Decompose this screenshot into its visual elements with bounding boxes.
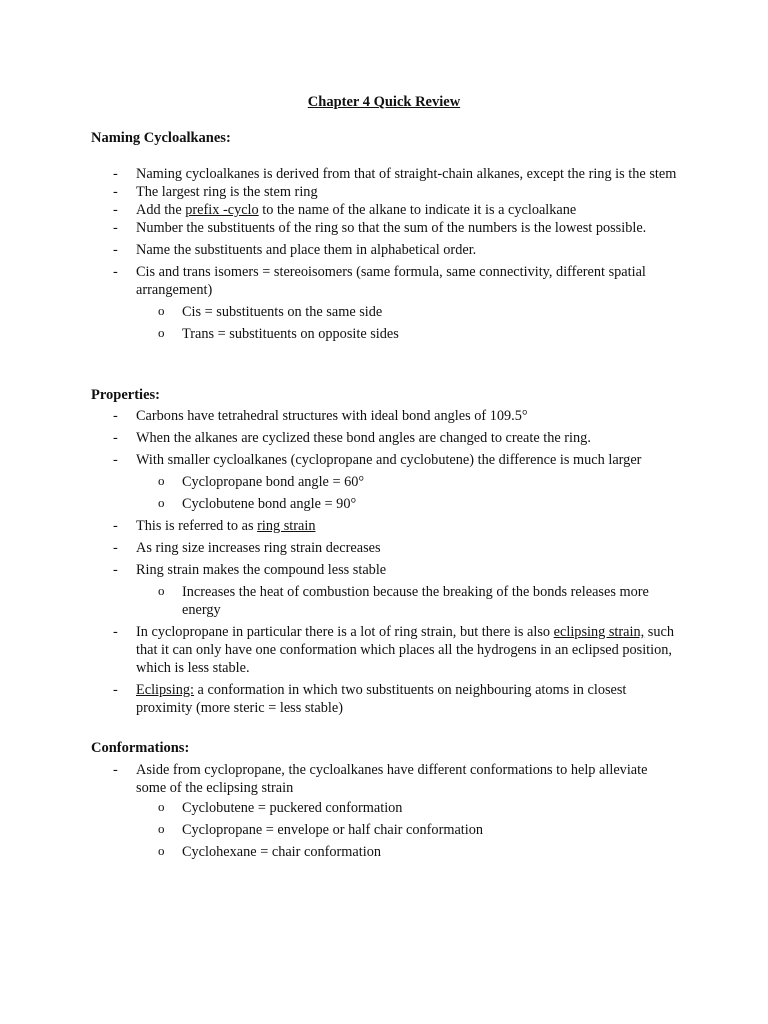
dash-marker: - [113, 682, 118, 698]
sub-list-item [0, 821, 682, 839]
naming-heading: Naming Cycloalkanes: [91, 130, 231, 146]
item-text: Ring strain makes the compound less stable [136, 562, 387, 578]
bullet-marker: o [158, 473, 165, 488]
sub-list-item [0, 799, 682, 817]
list-item [0, 539, 681, 557]
list-item [0, 165, 681, 183]
sub-item-text: Trans = substituents on opposite sides [182, 326, 399, 342]
item-text: The largest ring is the stem ring [136, 184, 318, 200]
dash-marker: - [113, 624, 118, 640]
eclipsing-term: Eclipsing: [136, 682, 194, 698]
item-text-pre: This is referred to as [136, 518, 258, 534]
dash-marker: - [113, 518, 118, 534]
list-item [0, 517, 681, 535]
dash-marker: - [113, 242, 118, 258]
bullet-marker: o [158, 325, 165, 340]
item-text: Cis and trans isomers = stereoisomers (same formula, same connectivity, different spatial arrangement) [136, 264, 646, 298]
item-text: Aside from cyclopropane, the cycloalkanes have different conformations to help alleviate some of the eclipsing strain [136, 762, 648, 796]
list-item [0, 623, 681, 677]
list-item [0, 263, 681, 299]
dash-marker: - [113, 762, 118, 778]
bullet-marker: o [158, 495, 165, 510]
bullet-marker: o [158, 583, 165, 598]
list-item [0, 761, 681, 797]
dash-marker: - [113, 408, 118, 424]
bullet-marker: o [158, 799, 165, 814]
conformations-list [0, 761, 682, 861]
sub-list-item [0, 303, 682, 321]
sub-item-text: Cyclopropane bond angle = 60° [182, 474, 365, 490]
item-text-post: such that it can only have one conformation which places all the hydrogens in an eclipsed position, which is less stable. [136, 624, 674, 676]
dash-marker: - [113, 562, 118, 578]
sub-item-text: Cyclopropane = envelope or half chair conformation [182, 822, 484, 838]
item-text: When the alkanes are cyclized these bond angles are changed to create the ring. [136, 430, 591, 446]
item-text: Carbons have tetrahedral structures with ideal bond angles of 109.5° [136, 408, 528, 424]
list-item [0, 219, 681, 237]
dash-marker: - [113, 166, 118, 182]
sub-item-text: Cis = substituents on the same side [182, 304, 383, 320]
dash-marker: - [113, 184, 118, 200]
list-item [0, 561, 681, 579]
list-item [0, 429, 681, 447]
sub-list-item [0, 473, 682, 491]
list-item [0, 407, 681, 425]
properties-list [0, 407, 682, 717]
sub-item-text: Increases the heat of combustion because the breaking of the bonds releases more energy [182, 584, 649, 618]
list-item [0, 183, 681, 201]
sub-item-text: Cyclobutene = puckered conformation [182, 800, 403, 816]
dash-marker: - [113, 540, 118, 556]
bullet-marker: o [158, 843, 165, 858]
naming-list [0, 165, 682, 343]
sub-list-item [0, 495, 682, 513]
bullet-marker: o [158, 821, 165, 836]
ring-strain-term: ring strain [257, 518, 316, 534]
item-text-pre: Add the [136, 202, 186, 218]
sub-item-text: Cyclobutene bond angle = 90° [182, 496, 357, 512]
eclipsing-strain-term: eclipsing strain, [553, 624, 645, 640]
conformations-heading: Conformations: [91, 740, 190, 756]
item-text-post: to the name of the alkane to indicate it is a cycloalkane [258, 202, 577, 218]
dash-marker: - [113, 264, 118, 280]
item-text: Number the substituents of the ring so that the sum of the numbers is the lowest possible. [136, 220, 647, 236]
list-item [0, 241, 681, 259]
item-text-post: a conformation in which two substituents on neighbouring atoms in closest proximity (more steric = less stable) [136, 682, 627, 716]
item-text: As ring size increases ring strain decreases [136, 540, 381, 556]
item-text: With smaller cycloalkanes (cyclopropane and cyclobutene) the difference is much larger [136, 452, 642, 468]
page-title: Chapter 4 Quick Review [307, 94, 461, 110]
sub-list-item [0, 843, 682, 861]
dash-marker: - [113, 202, 118, 218]
item-text: Naming cycloalkanes is derived from that of straight-chain alkanes, except the ring is the stem [136, 166, 677, 182]
sub-item-text: Cyclohexane = chair conformation [182, 844, 382, 860]
sub-list-item [0, 325, 682, 343]
list-item [0, 681, 681, 717]
dash-marker: - [113, 452, 118, 468]
item-text-pre: In cyclopropane in particular there is a lot of ring strain, but there is also [136, 624, 554, 640]
bullet-marker: o [158, 303, 165, 318]
sub-list-item [0, 583, 682, 619]
dash-marker: - [113, 430, 118, 446]
item-text: Name the substituents and place them in alphabetical order. [136, 242, 477, 258]
dash-marker: - [113, 220, 118, 236]
prefix-cyclo-term: prefix -cyclo [185, 202, 259, 218]
list-item [0, 451, 681, 469]
properties-heading: Properties: [91, 387, 160, 403]
list-item [0, 201, 681, 219]
